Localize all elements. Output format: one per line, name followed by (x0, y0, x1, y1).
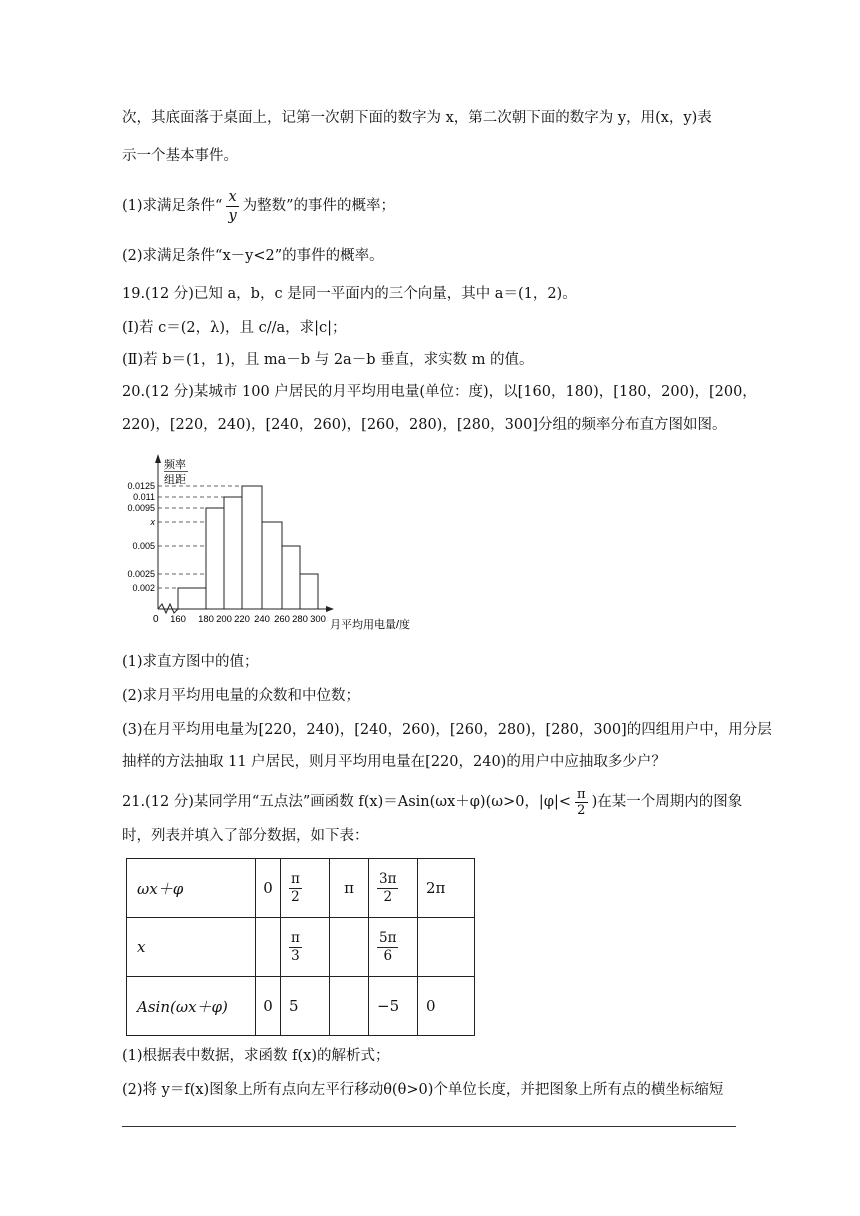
table-cell: 0 (418, 977, 475, 1036)
fraction-numerator: 3π (379, 870, 397, 887)
question-21-line-2: 时，列表并填入了部分数据，如下表： (122, 828, 369, 844)
table-row (127, 977, 475, 1036)
question-20-part-3-line-2: 抽样的方法抽取 11 户居民，则月平均用电量在[220，240)的用户中应抽取多少户？ (122, 754, 666, 770)
text-line-1: 次，其底面落于桌面上，记第一次朝下面的数字为 x，第二次朝下面的数字为 y，用(x，y)表 (122, 110, 712, 126)
footer-divider (122, 1126, 736, 1127)
question-20-line-2: 220)，[220，240)，[240，260)，[260，280)，[280，300]分组的频率分布直方图如图。 (122, 417, 727, 433)
y-tick-label: 0.011 (133, 492, 155, 502)
question-21-part-1: (1)根据表中数据，求函数 f(x)的解析式； (122, 1048, 390, 1064)
question-18-part-1 (122, 186, 395, 226)
table-cell: π (330, 859, 369, 918)
x-axis-label: 月平均用电量/度 (330, 619, 411, 631)
histogram-x-tick-labels (170, 614, 326, 625)
fraction-denominator: 2 (291, 888, 300, 905)
fraction-numerator: π (291, 870, 300, 887)
question-20-part-2: (2)求月平均用电量的众数和中位数； (122, 688, 361, 704)
histogram-bar (242, 486, 262, 609)
table-cell: 0 (256, 977, 281, 1036)
fraction-denominator: y (228, 207, 237, 224)
y-tick-label: 0.005 (132, 541, 155, 551)
question-20-line-1: 20.(12 分)某城市 100 户居民的月平均用电量(单位：度)，以[160，180)，[180，200)，[200， (122, 384, 757, 400)
frequency-histogram (118, 448, 438, 634)
table-cell (369, 859, 418, 918)
cell-fraction (289, 871, 302, 906)
x-tick-label: 200 (216, 614, 232, 625)
y-tick-label: 0.002 (132, 583, 155, 593)
fraction-x-over-y (226, 188, 238, 225)
x-axis-arrow (326, 606, 334, 612)
x-tick-label: 300 (310, 614, 326, 625)
table-cell (281, 918, 330, 977)
fraction-denominator: 2 (577, 802, 586, 818)
table-cell: −5 (369, 977, 418, 1036)
q21-prefix: 21.(12 分)某同学用“五点法”画函数 f(x)＝Asin(ωx＋φ)(ω>0，|φ|< (122, 794, 572, 810)
question-19: 19.(12 分)已知 a，b，c 是同一平面内的三个向量，其中 a＝(1，2)。 (122, 286, 577, 302)
fraction-numerator: x (228, 188, 237, 205)
table-cell: ωx＋φ (127, 859, 256, 918)
question-21-part-2: (2)将 y＝f(x)图象上所有点向左平行移动θ(θ>0)个单位长度，并把图象上所有点的横坐标缩短 (122, 1082, 724, 1098)
table-cell (369, 918, 418, 977)
y-tick-label: 0.0095 (127, 503, 155, 513)
fraction-numerator: 5π (379, 929, 397, 946)
x-tick-label: 160 (170, 614, 186, 625)
histogram-bar (178, 588, 206, 609)
histogram-bar (206, 508, 224, 609)
table-cell: Asin(ωx＋φ) (127, 977, 256, 1036)
y-axis-label-bottom: 组距 (164, 474, 186, 486)
origin-label: 0 (153, 614, 159, 625)
histogram-bars (178, 486, 318, 609)
y-axis-label-top: 频率 (164, 459, 186, 471)
table-cell (330, 918, 369, 977)
table-row (127, 918, 475, 977)
histogram-y-tick-labels (127, 481, 155, 593)
histogram-bar (282, 546, 300, 609)
question-19-part-2: (Ⅱ)若 b＝(1，1)，且 ma－b 与 2a－b 垂直，求实数 m 的值。 (122, 352, 534, 368)
x-tick-label: 220 (234, 614, 250, 625)
table-row (127, 859, 475, 918)
y-axis-arrow (155, 454, 161, 463)
fraction-denominator: 3 (291, 947, 300, 964)
table-cell: 0 (256, 859, 281, 918)
x-tick-label: 260 (274, 614, 290, 625)
histogram-bar (300, 574, 318, 609)
fraction-denominator: 6 (383, 947, 393, 964)
table-cell (330, 977, 369, 1036)
cell-fraction (289, 930, 302, 965)
question-18-part-2: (2)求满足条件“x－y<2”的事件的概率。 (122, 248, 384, 264)
question-20-part-3-line-1: (3)在月平均用电量为[220，240)，[240，260)，[260，280)，[280，300]的四组用户中，用分层 (122, 722, 772, 738)
question-19-part-1: (I)若 c＝(2，λ)，且 c//a，求|c|； (122, 320, 347, 336)
fraction-numerator: π (291, 929, 300, 946)
five-point-table (126, 858, 475, 1036)
histogram-bar (262, 522, 282, 609)
x-tick-label: 180 (198, 614, 214, 625)
text-line-2: 示一个基本事件。 (122, 148, 238, 164)
table-cell (256, 918, 281, 977)
fraction-pi-over-2 (575, 787, 588, 818)
q21-suffix: )在某一个周期内的图象 (591, 794, 743, 810)
y-tick-label: 0.0025 (127, 569, 155, 579)
cell-fraction (377, 930, 398, 965)
table-cell: 5 (281, 977, 330, 1036)
table-cell: 2π (418, 859, 475, 918)
q18-1-suffix: 为整数”的事件的概率； (242, 198, 396, 214)
y-tick-label: 0.0125 (127, 481, 155, 491)
q18-1-prefix: (1)求满足条件“ (122, 198, 223, 214)
y-tick-label: x (150, 517, 155, 527)
x-tick-label: 280 (292, 614, 308, 625)
table-cell (418, 918, 475, 977)
fraction-denominator: 2 (383, 888, 393, 905)
cell-fraction (377, 871, 398, 906)
histogram-bar (224, 497, 242, 609)
fraction-numerator: π (577, 786, 586, 802)
table-cell (281, 859, 330, 918)
question-20-part-1: (1)求直方图中的值； (122, 654, 259, 670)
question-21-line-1 (122, 782, 742, 822)
x-tick-label: 240 (254, 614, 270, 625)
table-cell: x (127, 918, 256, 977)
